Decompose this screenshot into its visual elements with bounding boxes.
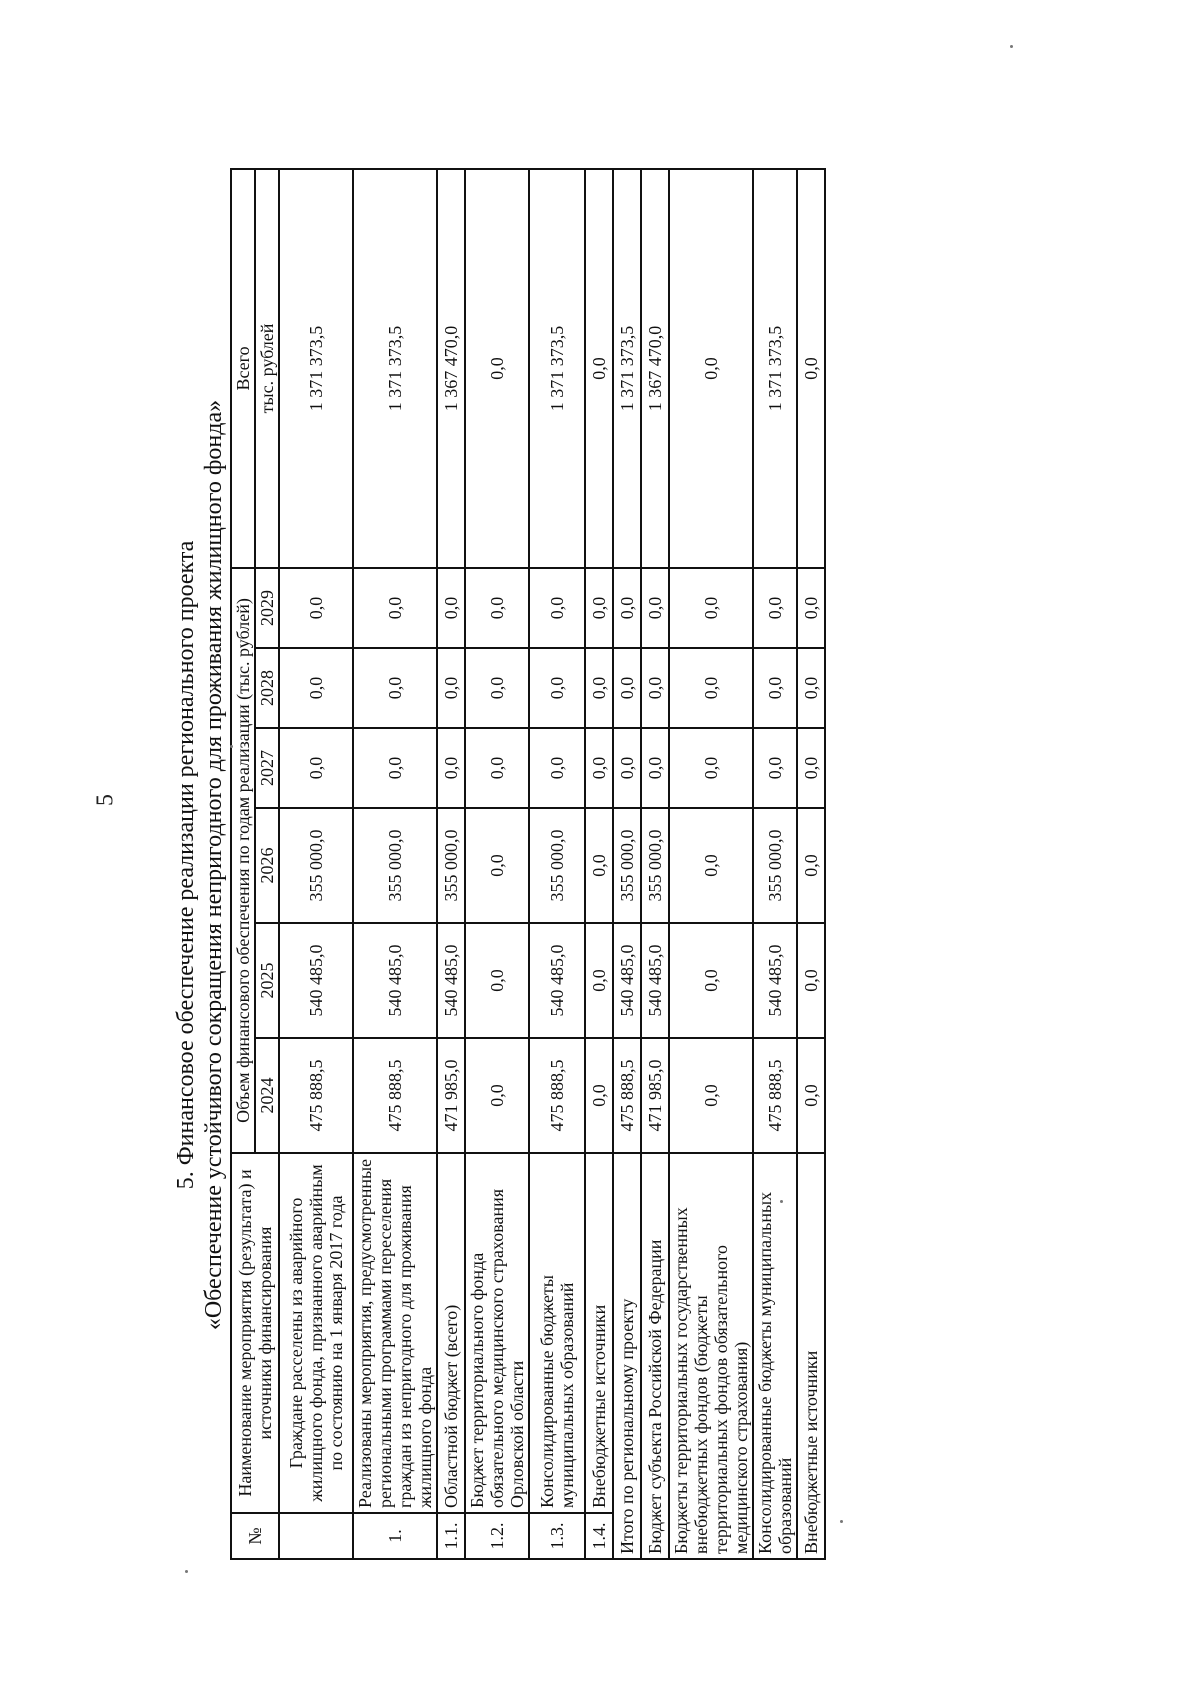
value-cell: 0,0 (797, 728, 825, 808)
header-year: 2026 (255, 808, 279, 923)
total-cell: 0,0 (669, 169, 753, 568)
value-cell: 0,0 (465, 648, 529, 728)
row-code: 1.3. (529, 1513, 585, 1559)
value-cell: 0,0 (669, 808, 753, 923)
summary-name: Бюджеты территориальных государственных внебюджетных фондов (бюджеты территориальных фондов обязательного медицинского страхования) (669, 1153, 753, 1559)
value-cell: 0,0 (753, 648, 797, 728)
value-cell: 471 985,0 (437, 1038, 465, 1153)
value-cell: 475 888,5 (529, 1038, 585, 1153)
value-cell: 0,0 (585, 808, 613, 923)
row-name: Внебюджетные источники (585, 1153, 613, 1513)
value-cell: 0,0 (465, 808, 529, 923)
value-cell: 540 485,0 (437, 923, 465, 1038)
value-cell: 355 000,0 (529, 808, 585, 923)
value-cell: 355 000,0 (437, 808, 465, 923)
value-cell: 355 000,0 (641, 808, 669, 923)
value-cell: 0,0 (797, 923, 825, 1038)
value-cell: 0,0 (529, 568, 585, 648)
value-cell: 0,0 (613, 728, 641, 808)
value-cell: 475 888,5 (279, 1038, 353, 1153)
project-title: «Обеспечение устойчивого сокращения непригодного для проживания жилищного фонда» (201, 399, 227, 1331)
value-cell: 0,0 (641, 728, 669, 808)
value-cell: 0,0 (585, 923, 613, 1038)
rotated-page-content (170, 170, 1030, 1560)
row-name: Консолидированные бюджеты муниципальных образований (529, 1153, 585, 1513)
value-cell: 0,0 (353, 728, 437, 808)
value-cell: 355 000,0 (279, 808, 353, 923)
total-cell: 0,0 (585, 169, 613, 568)
value-cell: 0,0 (641, 648, 669, 728)
header-year: 2029 (255, 568, 279, 648)
row-name: Бюджет территориального фонда обязательного медицинского страхования Орловской области (465, 1153, 529, 1513)
value-cell: 0,0 (279, 728, 353, 808)
value-cell: 0,0 (437, 648, 465, 728)
value-cell: 0,0 (797, 808, 825, 923)
value-cell: 0,0 (797, 648, 825, 728)
value-cell: 0,0 (585, 568, 613, 648)
row-name: Реализованы мероприятия, предусмотренные региональными программами переселения граждан из непригодного для проживания жилищного фонда (353, 1153, 437, 1513)
total-cell: 0,0 (465, 169, 529, 568)
scan-speck (1010, 45, 1013, 48)
page-number: 5 (92, 794, 119, 806)
value-cell: 540 485,0 (279, 923, 353, 1038)
header-name: Наименование мероприятия (результата) и источники финансирования (231, 1153, 279, 1513)
header-volume: Объем финансового обеспечения по годам реализации (тыс. рублей) (231, 568, 255, 1153)
value-cell: 475 888,5 (353, 1038, 437, 1153)
total-cell: 1 371 373,5 (279, 169, 353, 568)
result-code-cell (279, 1513, 353, 1559)
value-cell: 0,0 (753, 568, 797, 648)
row-name: Областной бюджет (всего) (437, 1153, 465, 1513)
value-cell: 0,0 (669, 648, 753, 728)
value-cell: 0,0 (437, 568, 465, 648)
value-cell: 540 485,0 (753, 923, 797, 1038)
row-code: 1. (353, 1513, 437, 1559)
scan-speck (840, 1520, 843, 1523)
total-cell: 1 367 470,0 (641, 169, 669, 568)
value-cell: 475 888,5 (753, 1038, 797, 1153)
value-cell: 0,0 (641, 568, 669, 648)
summary-name: Бюджет субъекта Российской Федерации (641, 1153, 669, 1559)
scan-speck (230, 745, 233, 748)
value-cell: 540 485,0 (613, 923, 641, 1038)
header-year: 2027 (255, 728, 279, 808)
header-year: 2024 (255, 1038, 279, 1153)
value-cell: 540 485,0 (529, 923, 585, 1038)
value-cell: 0,0 (669, 1038, 753, 1153)
row-code: 1.1. (437, 1513, 465, 1559)
row-code: 1.4. (585, 1513, 613, 1559)
header-year: 2028 (255, 648, 279, 728)
value-cell: 0,0 (797, 568, 825, 648)
total-cell: 0,0 (797, 169, 825, 568)
value-cell: 0,0 (669, 923, 753, 1038)
total-cell: 1 371 373,5 (353, 169, 437, 568)
document-titles (170, 170, 228, 1560)
value-cell: 0,0 (797, 1038, 825, 1153)
value-cell: 475 888,5 (613, 1038, 641, 1153)
summary-name: Внебюджетные источники (797, 1153, 825, 1559)
value-cell: 0,0 (585, 648, 613, 728)
value-cell: 0,0 (585, 728, 613, 808)
result-name: Граждане расселены из аварийного жилищного фонда, признанного аварийным по состоянию на 1 января 2017 года (279, 1153, 353, 1513)
value-cell: 355 000,0 (353, 808, 437, 923)
value-cell: 355 000,0 (753, 808, 797, 923)
value-cell: 0,0 (529, 648, 585, 728)
value-cell: 0,0 (585, 1038, 613, 1153)
value-cell: 0,0 (353, 568, 437, 648)
value-cell: 0,0 (353, 648, 437, 728)
value-cell: 0,0 (465, 923, 529, 1038)
value-cell: 0,0 (279, 568, 353, 648)
row-code: 1.2. (465, 1513, 529, 1559)
value-cell: 0,0 (465, 1038, 529, 1153)
value-cell: 540 485,0 (353, 923, 437, 1038)
financing-table (230, 168, 826, 1560)
value-cell: 0,0 (465, 568, 529, 648)
header-number: № (231, 1513, 279, 1559)
value-cell: 0,0 (437, 728, 465, 808)
value-cell: 0,0 (753, 728, 797, 808)
total-cell: 1 371 373,5 (613, 169, 641, 568)
total-cell: 1 371 373,5 (529, 169, 585, 568)
summary-name: Консолидированные бюджеты муниципальных образований (753, 1153, 797, 1559)
value-cell: 0,0 (669, 568, 753, 648)
total-cell: 1 367 470,0 (437, 169, 465, 568)
scan-speck (780, 1200, 783, 1203)
header-total: Всего (231, 169, 255, 568)
value-cell: 0,0 (613, 648, 641, 728)
scan-speck (185, 1570, 188, 1573)
value-cell: 0,0 (529, 728, 585, 808)
value-cell: 0,0 (669, 728, 753, 808)
value-cell: 471 985,0 (641, 1038, 669, 1153)
value-cell: 0,0 (613, 568, 641, 648)
header-year: 2025 (255, 923, 279, 1038)
value-cell: 0,0 (465, 728, 529, 808)
summary-name: Итого по региональному проекту (613, 1153, 641, 1559)
section-title: 5. Финансовое обеспечение реализации регионального проекта (173, 540, 199, 1190)
header-total-unit: тыс. рублей (255, 169, 279, 568)
value-cell: 0,0 (279, 648, 353, 728)
value-cell: 540 485,0 (641, 923, 669, 1038)
total-cell: 1 371 373,5 (753, 169, 797, 568)
value-cell: 355 000,0 (613, 808, 641, 923)
